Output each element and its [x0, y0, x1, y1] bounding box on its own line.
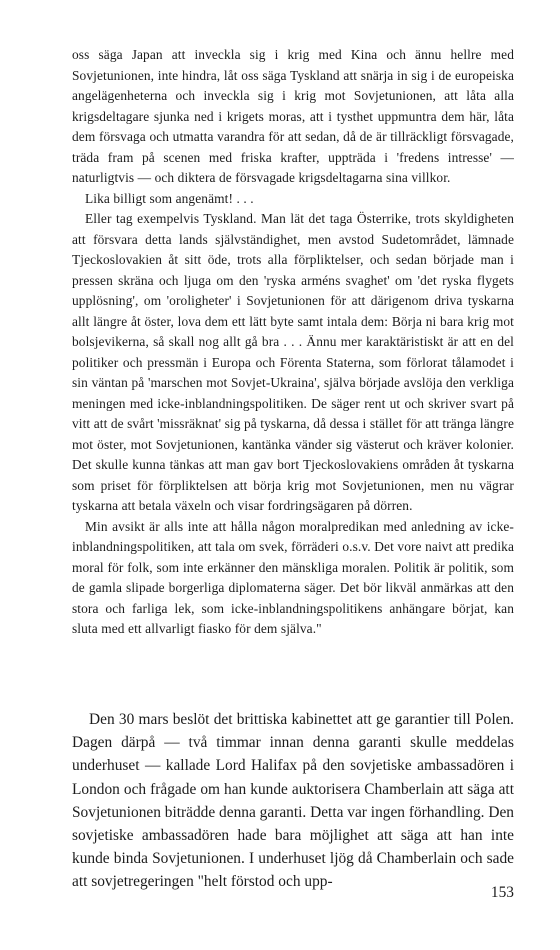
- page-number: 153: [490, 884, 514, 901]
- quote-paragraph-2: Lika billigt som angenämt! . . .: [85, 190, 254, 206]
- body-text-block: [72, 708, 514, 894]
- quote-paragraph-4: Min avsikt är alls inte att hålla någon moralpredikan med anledning av icke-inblandningspolitiken, att tala om svek, förräderi o.s.v. Det vore naivt att predika moral för folk, som inte erkänner den mänskliga moralen. Politik är politik, som de gamla slipade borgerliga diplomaterna säger. Det bör likväl anmärkas att den stora och farliga lek, som icke-inblandningspolitikens anhängare börjat, kan sluta med ett allvarligt fiasko för dem själva.": [72, 518, 514, 636]
- body-paragraph-1: Den 30 mars beslöt det brittiska kabinettet att ge garantier till Polen. Dagen därpå — två timmar innan denna garanti skulle meddelas underhuset — kallade Lord Halifax på den sovjetiske ambassadören i London och frågade om han kunde auktorisera Chamberlain att säga att Sovjetunionen biträdde denna garanti. Detta var ingen förhandling. Den sovjetiske ambassadören hade bara möjlighet att säga att han inte kunde binda Sovjetunionen. I underhuset ljög då Chamberlain och sade att sovjetregeringen "helt förstod och upp-: [72, 711, 514, 891]
- quote-paragraph-1: oss säga Japan att inveckla sig i krig med Kina och ännu hellre med Sovjetunionen, inte hindra, låt oss säga Tyskland att snärja in sig i de europeiska angelägenheterna och inveckla sig i krig mot Sovjetunionen, att låta alla krigsdeltagare sjunka ned i krigets moras, att i tysthet uppmuntra dem här, låta dem försvaga och utmatta varandra för att sedan, då de är tillräckligt försvagade, träda fram på scenen med friska krafter, uppträda i 'fredens intresse' — naturligtvis — och diktera de försvagade krigsdeltagarna sina villkor.: [72, 47, 514, 185]
- quoted-speech-block: [72, 45, 514, 640]
- quote-paragraph-3: Eller tag exempelvis Tyskland. Man lät det taga Österrike, trots skyldigheten att försvara detta lands självständighet, men avstod Sudetområdet, lämnade Tjeckoslovakien åt sitt öde, trots alla förpliktelser, och sedan började man i pressen skräna och ljuga om den 'ryska arméns svaghet' om 'det ryska flygets upplösning', om 'oroligheter' i Sovjetunionen för att därigenom driva tyskarna allt längre åt öster, lova dem ett lätt byte samt intala dem: Börja ni bara krig mot bolsjevikerna, så skall nog allt gå bra . . . Ännu mer karaktäristiskt är att en del politiker och pressmän i Europa och Förenta Staterna, som förlorat tålamodet i sin väntan på 'marschen mot Sovjet-Ukraina', själva började avslöja den verkliga meningen med icke-inblandningspolitiken. De säger rent ut och skriver svart på vitt att de svårt 'missräknat' sig på tyskarna, då dessa i stället för att tränga längre mot öster, mot Sovjetunionen, kantänka vänder sig västerut och kräver kolonier. Det skulle kunna tänkas att man gav bort Tjeckoslovakiens områden åt tyskarna som priset för förpliktelsen att börja krig mot Sovjetunionen, men nu vägrar tyskarna att betala växeln och visar fordringsägaren på dörren.: [72, 211, 514, 513]
